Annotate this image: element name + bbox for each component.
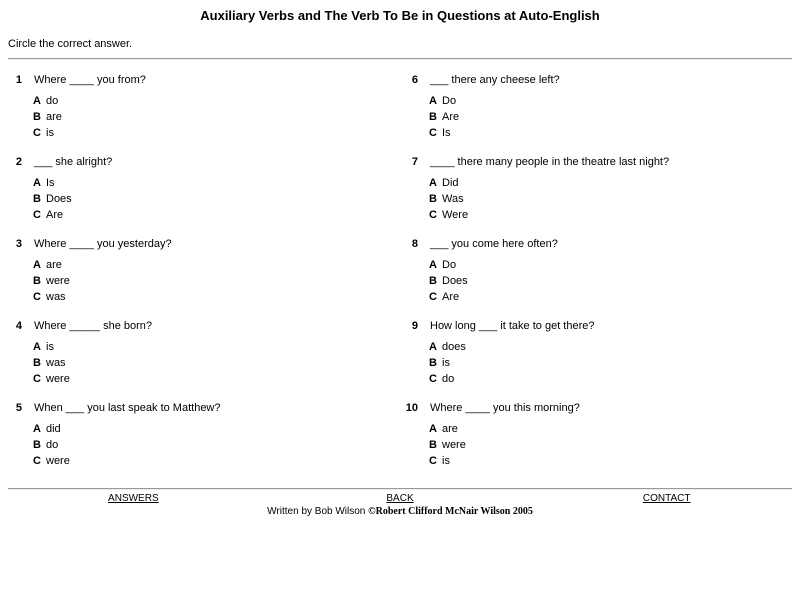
question-text: Where _____ she born?: [34, 320, 153, 332]
answer-option[interactable]: [33, 339, 400, 355]
option-text: Are: [442, 111, 460, 123]
question-text: Where ____ you from?: [34, 74, 146, 86]
credit-author: Written by Bob Wilson: [267, 506, 369, 517]
option-letter: A: [33, 95, 41, 107]
footer: [0, 488, 800, 517]
answer-option[interactable]: [33, 437, 400, 453]
option-letter: A: [33, 177, 41, 189]
question-number: 6: [411, 74, 418, 86]
answer-option[interactable]: [33, 421, 400, 437]
option-letter: A: [429, 259, 437, 271]
option-letter: A: [429, 177, 437, 189]
question-block: [8, 234, 400, 305]
question-text: ___ there any cheese left?: [430, 74, 560, 86]
question-text: When ___ you last speak to Matthew?: [34, 402, 221, 414]
contact-link[interactable]: CONTACT: [642, 493, 691, 504]
instruction-text: Circle the correct answer.: [8, 38, 133, 50]
option-text: Did: [442, 177, 459, 189]
answer-option[interactable]: [33, 273, 400, 289]
answer-option[interactable]: [429, 339, 800, 355]
question-block: [404, 234, 800, 305]
option-letter: C: [33, 373, 41, 385]
option-text: do: [46, 95, 59, 107]
question-text: ___ you come here often?: [430, 238, 558, 250]
question-line: [8, 152, 400, 172]
question-number: 8: [411, 238, 418, 250]
option-text: are: [46, 111, 62, 123]
option-letter: C: [33, 209, 41, 221]
answer-option[interactable]: [33, 371, 400, 387]
option-text: Is: [442, 127, 451, 139]
option-letter: B: [33, 275, 41, 287]
question-line: [404, 70, 800, 90]
questions-area: [0, 70, 800, 480]
question-number: 9: [411, 320, 418, 332]
question-block: [404, 316, 800, 387]
question-block: [404, 70, 800, 141]
header-divider: [8, 58, 792, 60]
answer-option[interactable]: [33, 109, 400, 125]
option-letter: C: [429, 291, 437, 303]
option-letter: A: [33, 341, 41, 353]
question-line: [404, 398, 800, 418]
page-title: Auxiliary Verbs and The Verb To Be in Questions at Auto-English: [200, 8, 600, 23]
option-letter: C: [429, 455, 437, 467]
question-block: [404, 152, 800, 223]
credit-copyright: ©Robert Clifford McNair Wilson 2005: [368, 506, 533, 517]
option-text: were: [46, 373, 70, 385]
question-number: 4: [15, 320, 22, 332]
option-text: Is: [46, 177, 55, 189]
answers-link[interactable]: ANSWERS: [108, 493, 159, 504]
option-letter: A: [429, 341, 437, 353]
option-text: is: [46, 341, 54, 353]
option-text: Were: [442, 209, 469, 221]
question-number: 5: [15, 402, 22, 414]
option-text: were: [46, 275, 70, 287]
option-text: Does: [442, 275, 468, 287]
answer-option[interactable]: [429, 437, 800, 453]
option-text: were: [442, 439, 466, 451]
question-line: [8, 316, 400, 336]
question-line: [8, 70, 400, 90]
answer-option[interactable]: [429, 175, 800, 191]
option-letter: A: [33, 259, 41, 271]
question-number: 2: [15, 156, 22, 168]
option-letter: B: [429, 275, 437, 287]
answer-option[interactable]: [33, 175, 400, 191]
answer-option[interactable]: [429, 257, 800, 273]
option-letter: B: [33, 193, 41, 205]
option-text: does: [442, 341, 466, 353]
option-letter: B: [429, 357, 437, 369]
question-block: [8, 316, 400, 387]
option-letter: B: [429, 439, 437, 451]
option-letter: B: [429, 193, 437, 205]
answer-option[interactable]: [33, 125, 400, 141]
question-number: 3: [15, 238, 22, 250]
back-link[interactable]: BACK: [386, 493, 414, 504]
question-text: How long ___ it take to get there?: [430, 320, 595, 332]
answer-option[interactable]: [33, 355, 400, 371]
option-letter: C: [429, 209, 437, 221]
option-letter: B: [33, 439, 41, 451]
option-text: was: [46, 357, 66, 369]
option-text: Was: [442, 193, 464, 205]
option-letter: B: [33, 111, 41, 123]
option-text: Does: [46, 193, 72, 205]
option-text: were: [46, 455, 70, 467]
questions-column-right: [400, 70, 800, 480]
answer-option[interactable]: [429, 273, 800, 289]
question-block: [8, 70, 400, 141]
question-block: [8, 398, 400, 469]
option-letter: A: [429, 423, 437, 435]
credit-line: [0, 506, 800, 517]
answer-option[interactable]: [429, 207, 800, 223]
option-letter: A: [33, 423, 41, 435]
question-block: [8, 152, 400, 223]
question-line: [404, 152, 800, 172]
option-letter: A: [429, 95, 437, 107]
question-text: Where ____ you yesterday?: [34, 238, 172, 250]
option-letter: C: [33, 291, 41, 303]
option-text: Are: [46, 209, 64, 221]
answer-option[interactable]: [429, 93, 800, 109]
answer-option[interactable]: [429, 355, 800, 371]
option-letter: C: [33, 127, 41, 139]
answer-option[interactable]: [33, 207, 400, 223]
question-text: ____ there many people in the theatre last night?: [430, 156, 670, 168]
question-number: 7: [411, 156, 418, 168]
answer-option[interactable]: [429, 109, 800, 125]
answer-option[interactable]: [429, 421, 800, 437]
answer-option[interactable]: [429, 125, 800, 141]
question-line: [8, 398, 400, 418]
option-text: is: [442, 455, 450, 467]
worksheet-page: [0, 8, 800, 517]
option-text: do: [46, 439, 59, 451]
answer-option[interactable]: [33, 453, 400, 469]
answer-option[interactable]: [429, 453, 800, 469]
answer-option[interactable]: [429, 371, 800, 387]
answer-option[interactable]: [33, 93, 400, 109]
option-text: Do: [442, 259, 457, 271]
option-text: Do: [442, 95, 457, 107]
answer-option[interactable]: [33, 289, 400, 305]
question-text: Where ____ you this morning?: [430, 402, 580, 414]
answer-option[interactable]: [33, 191, 400, 207]
question-text: ___ she alright?: [34, 156, 113, 168]
footer-links: [0, 493, 800, 504]
question-line: [8, 234, 400, 254]
answer-option[interactable]: [429, 289, 800, 305]
option-text: was: [46, 291, 66, 303]
question-line: [404, 316, 800, 336]
option-text: did: [46, 423, 61, 435]
option-letter: C: [429, 373, 437, 385]
option-letter: B: [429, 111, 437, 123]
answer-option[interactable]: [33, 257, 400, 273]
option-text: are: [46, 259, 62, 271]
question-number: 10: [405, 402, 418, 414]
option-text: is: [46, 127, 54, 139]
question-block: [404, 398, 800, 469]
option-letter: C: [429, 127, 437, 139]
question-number: 1: [15, 74, 22, 86]
option-text: is: [442, 357, 450, 369]
option-letter: C: [33, 455, 41, 467]
question-line: [404, 234, 800, 254]
option-text: Are: [442, 291, 460, 303]
answer-option[interactable]: [429, 191, 800, 207]
option-text: are: [442, 423, 458, 435]
option-text: do: [442, 373, 455, 385]
footer-divider: [8, 488, 792, 490]
option-letter: B: [33, 357, 41, 369]
questions-column-left: [0, 70, 400, 480]
